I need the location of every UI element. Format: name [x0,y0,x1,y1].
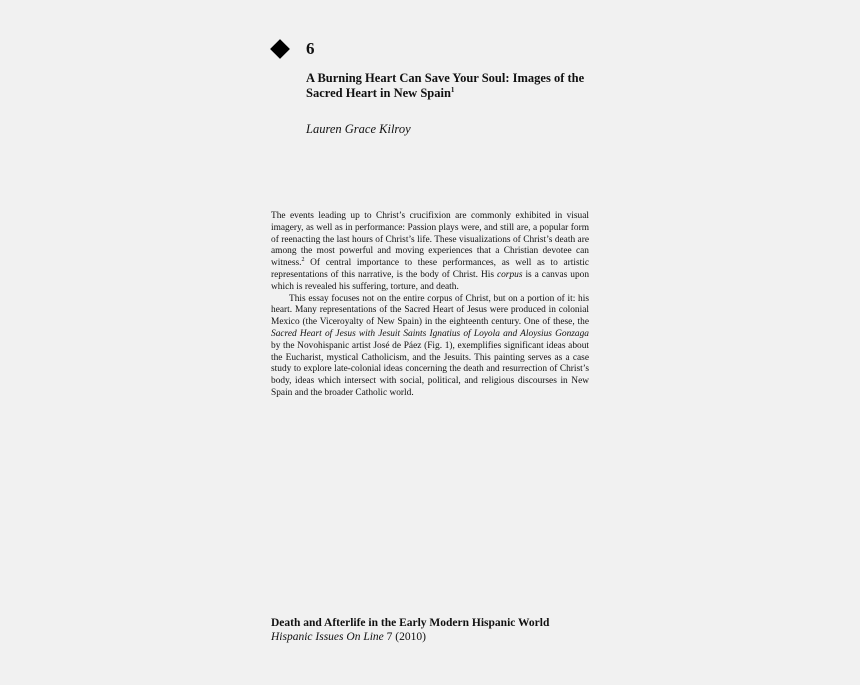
journal-citation [271,630,671,644]
italic-term: corpus [496,269,523,280]
footnote-marker: 2 [301,257,305,264]
journal-volume: 7 (2010) [383,631,426,643]
paragraph-text: This essay focuses not on the entire corpus of Christ, but on a portion of it: his heart. Many representations of the Sacred Heart of Jesus were produced in colonial Mexico (the Viceroyalty of New Spain) in the eighteenth century. One of these, the [271,293,589,328]
chapter-number: 6 [306,39,315,58]
book-title: Death and Afterlife in the Early Modern Hispanic World [271,617,550,629]
chapter-title-text: A Burning Heart Can Save Your Soul: Images of the Sacred Heart in New Spain [306,71,585,100]
paragraph [271,211,589,294]
paragraph-text: Of central importance to these performances, as well as to artistic representations of this narrative, is the body of Christ. His [271,258,589,280]
chapter-title [306,71,606,101]
footnote-marker: 1 [450,85,455,94]
author-name: Lauren Grace Kilroy [306,122,411,136]
page-footer [271,616,671,644]
paragraph-text: The events leading up to Christ’s crucifixion are commonly exhibited in visual imagery, as well as in performance: Passion plays were, and still are, a popular form of reenacting the last hours of Christ’s life. These visualizations of Christ’s death are among the most powerful and moving experiences that a Christian devotee can witness. [271,211,589,269]
paragraph-text: is a canvas upon which is revealed his suffering, torture, and death. [271,269,590,292]
artwork-title: Sacred Heart of Jesus with Jesuit Saints Ignatius of Loyola and Aloysius Gonzaga [271,328,589,339]
paragraph [271,294,589,400]
diamond-bullet-icon [270,39,290,59]
journal-name: Hispanic Issues On Line [271,631,384,643]
paragraph-text: by the Novohispanic artist José de Páez (Fig. 1), exemplifies significant ideas about the Eucharist, mystical Catholicism, and the Jesuits. This painting serves as a case study to explore late-colonial ideas concerning the death and resurrection of Christ’s body, ideas which intersect with social, political, and religious discourses in New Spain and the broader Catholic world. [271,340,589,398]
body-text [271,211,589,400]
